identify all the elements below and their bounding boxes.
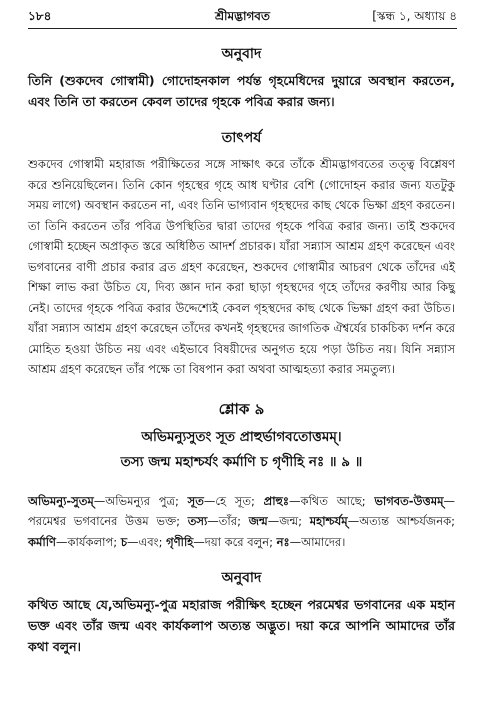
- verse-line: অভিমন্যুসুতং সূত প্রাহুর্ভাগবতোত্তমম্।: [141, 428, 342, 445]
- book-title: শ্রীমদ্ভাগবত: [214, 9, 270, 23]
- purport-line: প্রচার করার ব্রত গ্রহণ করেছেন, শুকদেব গোস্বামীর আচরণ থেকে তাঁদের এই শিক্ষা: [28, 259, 455, 294]
- translation-line: করতেন, এবং তিনি তা করতেন কেবল তাদের গৃহকে পবিত্র করার জন্য।: [28, 73, 455, 109]
- page-number: ১৮৪: [28, 9, 52, 23]
- synonym-meaning: —পরমেশ্বর ভগবানের উত্তম ভক্ত;: [28, 493, 456, 528]
- page-header: [28, 6, 457, 29]
- synonym-meaning: —অত্যন্ত আশ্চর্যজনক;: [347, 514, 455, 528]
- synonym-meaning: করে বলুন;: [224, 534, 277, 549]
- purport-line: জাগতিক ঐশ্বর্যের চাকচিক্য দর্শন করে মোহিত হওয়া উচিত নয় এবং এইভাবে: [28, 321, 456, 356]
- synonym-meaning: —এবং;: [127, 534, 167, 549]
- purport-line: বিশ্লেষণ করে শুনিয়েছিলেন। তিনি কোন গৃহস্থের গৃহে আধ ঘণ্টার বেশি (গোদোহন: [28, 157, 455, 192]
- purport-text: [28, 154, 455, 380]
- translation-text: [28, 70, 455, 112]
- synonym-word: প্রাহুঃ: [263, 493, 290, 508]
- purport-line: তাদের গৃহকে পবিত্র করার জন্য। তাই শুকদেব গোস্বামী হচ্ছেন অপ্রাকৃত স্তরে: [28, 218, 456, 253]
- verse-line: তস্য জন্ম মহাশ্চর্যং কর্মাণি চ গৃণীহি নঃ ॥ ৯ ॥: [120, 453, 363, 470]
- translation-heading: অনুবাদ: [221, 46, 262, 62]
- page-content: [28, 42, 455, 657]
- synonym-word: নঃ: [276, 534, 290, 549]
- synonym-word: চ: [120, 534, 128, 549]
- synonyms-text: [28, 491, 455, 553]
- synonym-meaning: —আমাদের।: [289, 534, 346, 549]
- purport-line: লাভ করা উচিত যে, দিব্য জ্ঞান দান করা ছাড়া গৃহস্থদের গৃহে তাঁদের করণীয় আর: [55, 280, 432, 294]
- translation-heading: অনুবাদ: [221, 570, 262, 586]
- translation-line: মহান ভক্ত এবং তাঁর জন্ম এবং কার্যকলাপ অত্যন্ত অদ্ভুত। দয়া করে আপনি: [28, 597, 455, 633]
- purport-line: বিষয়ীদের অনুগত হয়ে পড়া উচিত নয়। যিনি সন্ন্যাস আশ্রম গ্রহণ করেছেন তাঁর: [28, 341, 455, 376]
- synonym-meaning: —অভিমন্যুর পুত্র;: [93, 493, 188, 508]
- translation-text: [28, 594, 455, 657]
- synonym-meaning: —জন্ম;: [267, 514, 303, 528]
- synonym-word: সূত: [187, 493, 204, 508]
- synonym-word: গৃণীহি: [166, 534, 194, 549]
- synonym-word: অভিমন্যু-সুতম্: [28, 493, 94, 508]
- purport-line: করার জন্য যতটুকু সময় লাগে) অবস্থান করতেন না, এবং তিনি ভাগ্যবান গৃহস্থদের: [28, 177, 456, 212]
- synonym-word: মহাশ্চর্যম্: [309, 514, 348, 528]
- translation-line: তিনি (শুকদেব গোস্বামী) গোদোহনকাল পর্যন্ত গৃহমেধিদের দুয়ারে অবস্থান: [28, 73, 406, 88]
- synonym-word: ভাগবত-উত্তমম্: [374, 493, 444, 508]
- synonym-meaning: —দয়া: [193, 534, 221, 549]
- purport-line: কিছু নেই। তাদের গৃহকে পবিত্র করার উদ্দেশ্যেই কেবল গৃহস্থদের কাছ থেকে ভিক্ষা: [28, 280, 456, 315]
- purport-line: পক্ষে তা বিষপান করা অথবা আত্মহত্যা করার সমতুল্য।: [148, 362, 395, 376]
- purport-line: অধিষ্ঠিত আদর্শ প্রচারক। যাঁরা সন্ন্যাস আশ্রম গ্রহণ করেছেন এবং ভগবানের বাণী: [28, 239, 455, 274]
- synonym-meaning: —হে সূত;: [203, 493, 264, 508]
- chapter-reference: [স্কন্ধ ১, অধ্যায় ৪: [372, 9, 457, 23]
- synonym-meaning: —কার্যকলাপ;: [56, 534, 121, 549]
- translation-line: কথিত আছে যে,অভিমন্যু-পুত্র মহারাজ পরীক্ষিৎ হচ্ছেন পরমেশ্বর ভগবানের এক: [28, 597, 426, 612]
- translation-line: আমাদের তাঁর কথা বলুন।: [28, 618, 455, 654]
- synonym-word: কর্মাণি: [28, 534, 57, 549]
- purport-line: কাছ থেকে ভিক্ষা গ্রহণ করতেন। তা তিনি করতেন তাঁর পবিত্র উপস্থিতির দ্বারা: [28, 198, 456, 233]
- synonym-meaning: —তাঁর;: [207, 514, 249, 528]
- synonym-word: জন্ম: [248, 514, 268, 528]
- synonym-meaning: —কথিত আছে;: [289, 493, 366, 508]
- purport-heading: তাৎপর্য: [221, 130, 262, 146]
- verse-number: শ্লোক ৯: [218, 399, 265, 418]
- purport-line: গ্রহণ করা উচিত। যাঁরা সন্ন্যাস আশ্রম গ্রহণ করেছেন তাঁদের কখনই গৃহস্থদের: [28, 300, 455, 335]
- synonym-word: তস্য: [187, 514, 208, 528]
- purport-line: শুকদেব গোস্বামী মহারাজ পরীক্ষিতের সঙ্গে সাক্ষাৎ করে তাঁকে শ্রীমদ্ভাগবতের তত্ত্ব: [28, 157, 415, 171]
